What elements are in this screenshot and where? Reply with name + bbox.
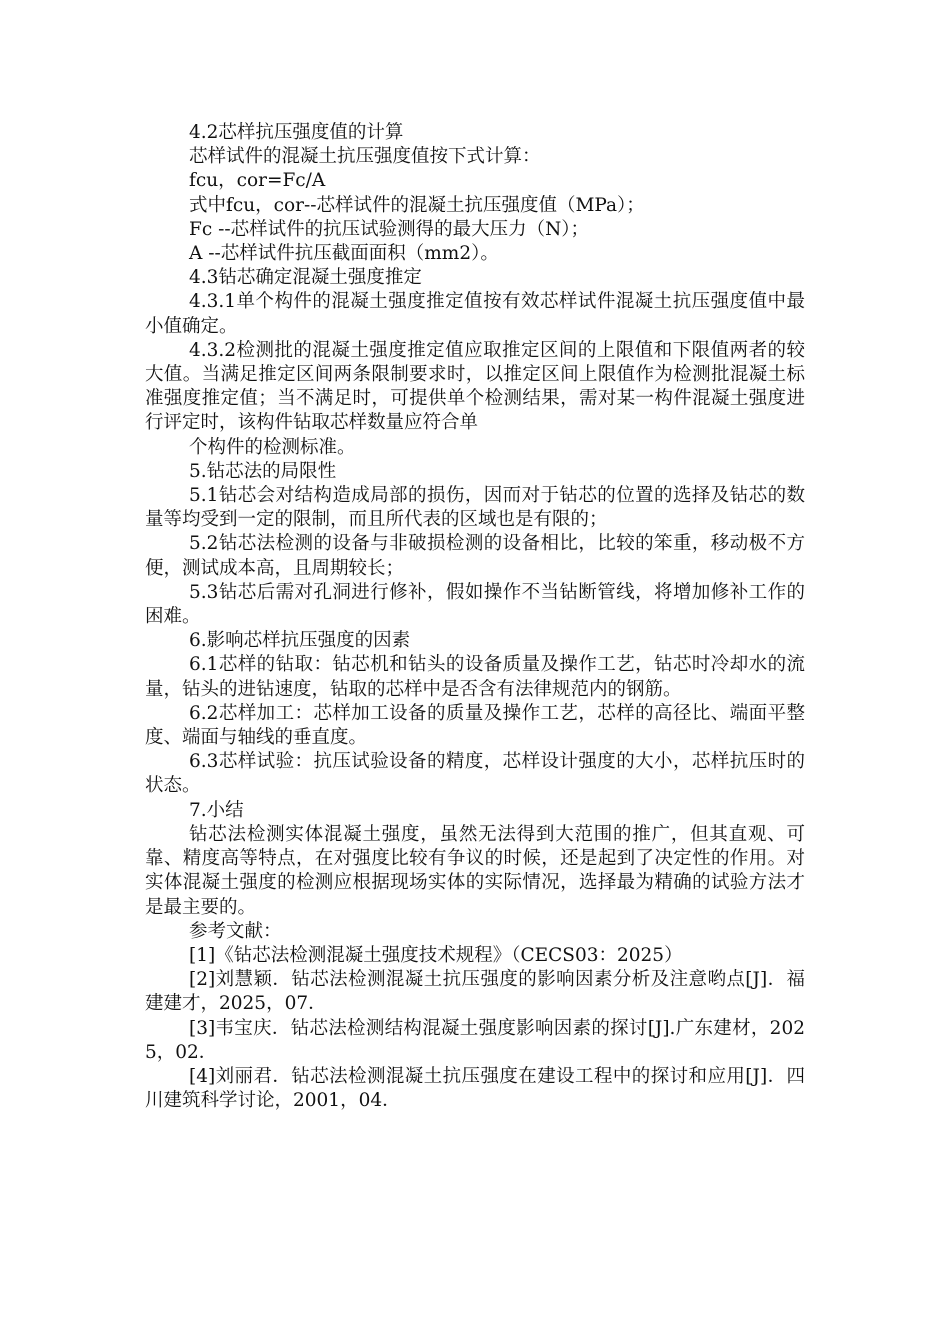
- paragraph: 6.2芯样加工：芯样加工设备的质量及操作工艺，芯样的高径比、端面平整度、端面与轴线的垂直度。: [145, 702, 805, 749]
- paragraph: 4.3.2检测批的混凝土强度推定值应取推定区间的上限值和下限值两者的较大值。当满足推定区间两条限制要求时，以推定区间上限值作为检测批混凝土标准强度推定值；当不满足时，可提供单个检测结果，需对某一构件混凝土强度进行评定时，该构件钻取芯样数量应符合单: [145, 339, 805, 434]
- paragraph: 4.3.1单个构件的混凝土强度推定值按有效芯样试件混凝土抗压强度值中最小值确定。: [145, 291, 805, 337]
- paragraph: 5.2钻芯法检测的设备与非破损检测的设备相比，比较的笨重，移动极不方便，测试成本高，且周期较长；: [145, 533, 805, 579]
- paragraph: 5.1钻芯会对结构造成局部的损伤，因而对于钻芯的位置的选择及钻芯的数量等均受到一定的限制，而且所代表的区域也是有限的；: [145, 485, 805, 531]
- paragraph: 芯样试件的混凝土抗压强度值按下式计算：: [189, 146, 541, 168]
- document-body: [145, 121, 805, 1113]
- section-heading: 5.钻芯法的局限性: [189, 460, 337, 482]
- paragraph: 6.3芯样试验：抗压试验设备的精度，芯样设计强度的大小，芯样抗压时的状态。: [145, 751, 805, 797]
- section-heading: 7.小结: [189, 799, 244, 821]
- reference-item: [2]刘慧颖．钻芯法检测混凝土抗压强度的影响因素分析及注意哟点[J]．福建建才，2025，07．: [145, 969, 805, 1015]
- section-heading: 4.3钻芯确定混凝土强度推定: [189, 267, 422, 289]
- paragraph: 式中fcu，cor--芯样试件的混凝土抗压强度值（MPa）；: [189, 194, 645, 216]
- paragraph: Fc --芯样试件的抗压试验测得的最大压力（N）；: [189, 218, 590, 240]
- paragraph: 个构件的检测标准。: [189, 436, 356, 458]
- section-heading: 4.2芯样抗压强度值的计算: [189, 122, 404, 143]
- paragraph: A --芯样试件抗压截面面积（mm2）。: [189, 243, 499, 265]
- reference-item: [1]《钻芯法检测混凝土强度技术规程》（CECS03：2025）: [189, 944, 683, 966]
- paragraph: 5.3钻芯后需对孔洞进行修补，假如操作不当钻断管线，将增加修补工作的困难。: [145, 581, 805, 628]
- reference-item: [3]韦宝庆．钻芯法检测结构混凝土强度影响因素的探讨[J].广东建材，2025，02．: [145, 1017, 805, 1063]
- formula: fcu，cor=Fc/A: [189, 170, 326, 192]
- section-heading: 6.影响芯样抗压强度的因素: [189, 630, 411, 652]
- references-heading: 参考文献：: [189, 920, 282, 942]
- paragraph: 钻芯法检测实体混凝土强度，虽然无法得到大范围的推广，但其直观、可靠、精度高等特点，在对强度比较有争议的时候，还是起到了决定性的作用。对实体混凝土强度的检测应根据现场实体的实际情况，选择最为精确的试验方法才是最主要的。: [145, 823, 805, 918]
- paragraph: 6.1芯样的钻取：钻芯机和钻头的设备质量及操作工艺，钻芯时冷却水的流量，钻头的进钻速度，钻取的芯样中是否含有法律规范内的钢筋。: [145, 654, 805, 700]
- reference-item: [4]刘丽君．钻芯法检测混凝土抗压强度在建设工程中的探讨和应用[J]．四川建筑科学讨论，2001，04．: [145, 1065, 805, 1112]
